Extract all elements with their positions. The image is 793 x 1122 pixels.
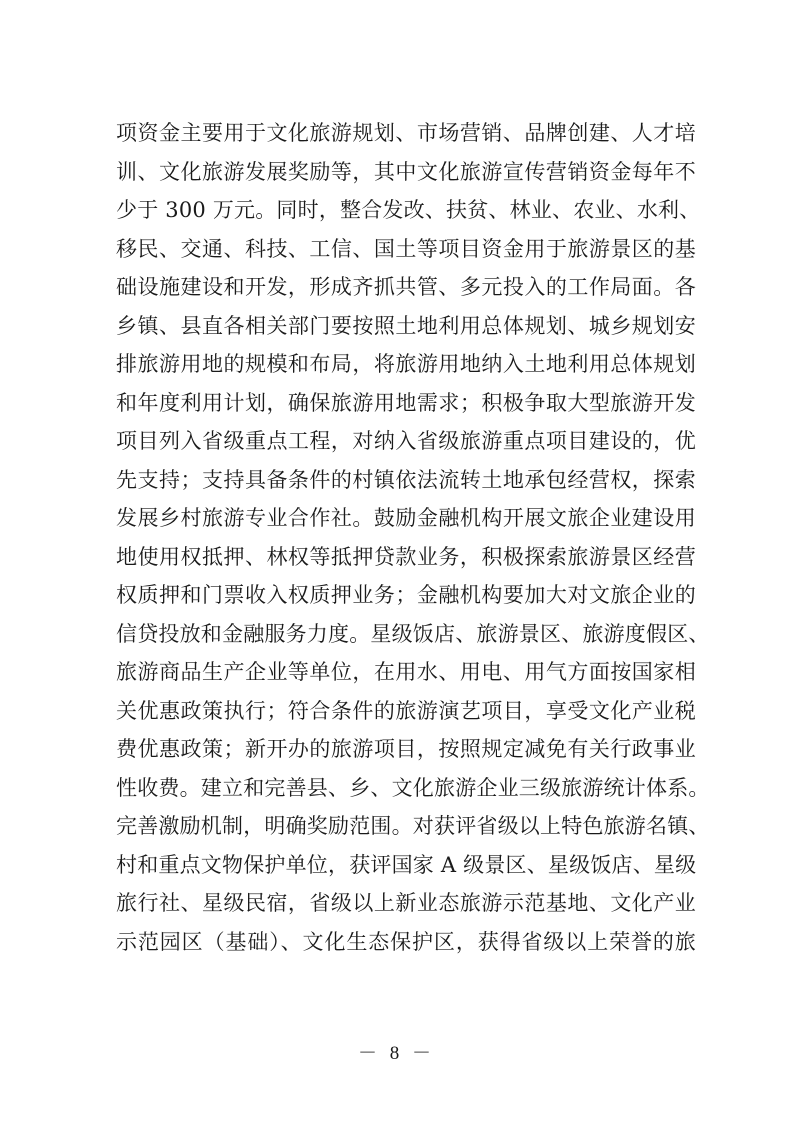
text-line: 移民、交通、科技、工信、国土等项目资金用于旅游景区的基: [116, 236, 696, 261]
text-line: 示范园区（基础）、文化生态保护区，获得省级以上荣誉的旅: [116, 929, 696, 954]
text-line: 少于 300 万元。同时，整合发改、扶贫、林业、农业、水利、: [116, 198, 701, 222]
text-line: 旅游商品生产企业等单位，在用水、用电、用气方面按国家相: [116, 660, 696, 684]
body-text: [116, 114, 710, 961]
text-line: 训、文化旅游发展奖励等，其中文化旅游宣传营销资金每年不: [116, 159, 696, 184]
text-line: 性收费。建立和完善县、乡、文化旅游企业三级旅游统计体系。: [116, 775, 710, 800]
text-line: 排旅游用地的规模和布局，将旅游用地纳入土地利用总体规划: [116, 352, 696, 376]
text-line: 完善激励机制，明确奖励范围。对获评省级以上特色旅游名镇、: [116, 814, 710, 838]
text-line: 关优惠政策执行；符合条件的旅游演艺项目，享受文化产业税: [116, 698, 696, 723]
text-line: 发展乡村旅游专业合作社。鼓励金融机构开展文旅企业建设用: [116, 506, 696, 530]
text-line: 旅行社、星级民宿，省级以上新业态旅游示范基地、文化产业: [116, 891, 696, 915]
text-line: 乡镇、县直各相关部门要按照土地利用总体规划、城乡规划安: [116, 313, 696, 338]
text-line: 础设施建设和开发，形成齐抓共管、多元投入的工作局面。各: [116, 275, 696, 299]
text-line: 项资金主要用于文化旅游规划、市场营销、品牌创建、人才培: [116, 121, 696, 145]
text-line: 和年度利用计划，确保旅游用地需求；积极争取大型旅游开发: [116, 390, 696, 415]
text-line: 项目列入省级重点工程，对纳入省级旅游重点项目建设的，优: [116, 429, 696, 453]
text-line: 权质押和门票收入权质押业务；金融机构要加大对文旅企业的: [116, 583, 696, 607]
text-line: 费优惠政策；新开办的旅游项目，按照规定减免有关行政事业: [116, 737, 696, 761]
text-line: 信贷投放和金融服务力度。星级饭店、旅游景区、旅游度假区、: [116, 621, 710, 646]
text-line: 先支持；支持具备条件的村镇依法流转土地承包经营权，探索: [116, 467, 696, 492]
text-line: 地使用权抵押、林权等抵押贷款业务，积极探索旅游景区经营: [116, 544, 696, 569]
text-line: 村和重点文物保护单位，获评国家 A 级景区、星级饭店、星级: [116, 852, 697, 877]
page-number: － 8 －: [357, 1043, 435, 1064]
